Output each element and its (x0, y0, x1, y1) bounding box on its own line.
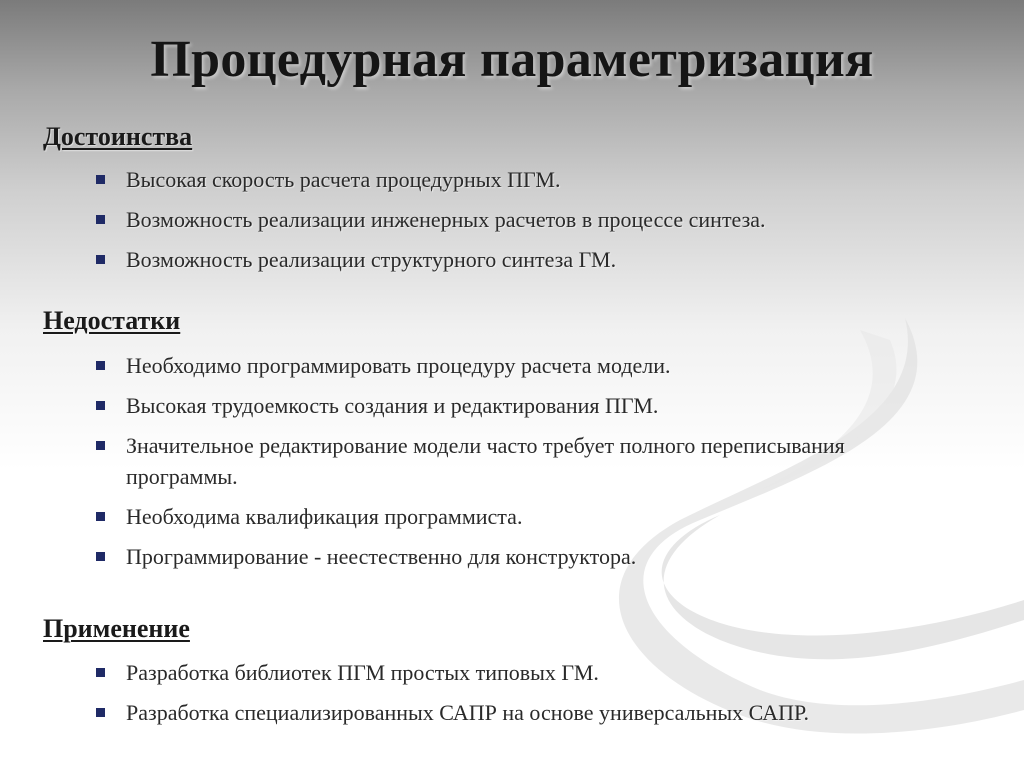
slide-title: Процедурная параметризация (150, 31, 874, 88)
list-item (96, 204, 996, 235)
square-bullet-icon (96, 512, 105, 521)
list-item-text: Необходимо программировать процедуру расчета модели. (126, 353, 671, 378)
list-item-text: Значительное редактирование модели часто требует полного переписывания программы. (126, 433, 845, 489)
list-item (96, 430, 886, 492)
list-item (96, 244, 996, 275)
square-bullet-icon (96, 175, 105, 184)
square-bullet-icon (96, 361, 105, 370)
list-item-text: Разработка специализированных САПР на основе универсальных САПР. (126, 700, 810, 725)
square-bullet-icon (96, 668, 105, 677)
list-item-text: Высокая трудоемкость создания и редактирования ПГМ. (126, 393, 659, 418)
list-item-text: Необходима квалификация программиста. (126, 504, 523, 529)
list-item-text: Возможность реализации инженерных расчетов в процессе синтеза. (126, 207, 766, 232)
list-item-text: Разработка библиотек ПГМ простых типовых ГМ. (126, 660, 599, 685)
square-bullet-icon (96, 401, 105, 410)
list-item (96, 657, 996, 688)
square-bullet-icon (96, 552, 105, 561)
application-list (96, 657, 996, 737)
section-heading-advantages: Достоинства (43, 122, 193, 151)
section-heading-application: Применение (43, 614, 190, 643)
square-bullet-icon (96, 255, 105, 264)
list-item-text: Программирование - неестественно для конструктора. (126, 544, 637, 569)
list-item-text: Высокая скорость расчета процедурных ПГМ. (126, 167, 561, 192)
list-item (96, 541, 996, 572)
square-bullet-icon (96, 215, 105, 224)
square-bullet-icon (96, 708, 105, 717)
list-item (96, 697, 996, 728)
section-heading-disadvantages: Недостатки (43, 306, 181, 335)
list-item (96, 501, 996, 532)
list-item (96, 350, 996, 381)
disadvantages-list (96, 350, 996, 581)
advantages-list (96, 164, 996, 284)
list-item (96, 390, 996, 421)
square-bullet-icon (96, 441, 105, 450)
list-item (96, 164, 996, 195)
list-item-text: Возможность реализации структурного синтеза ГМ. (126, 247, 617, 272)
